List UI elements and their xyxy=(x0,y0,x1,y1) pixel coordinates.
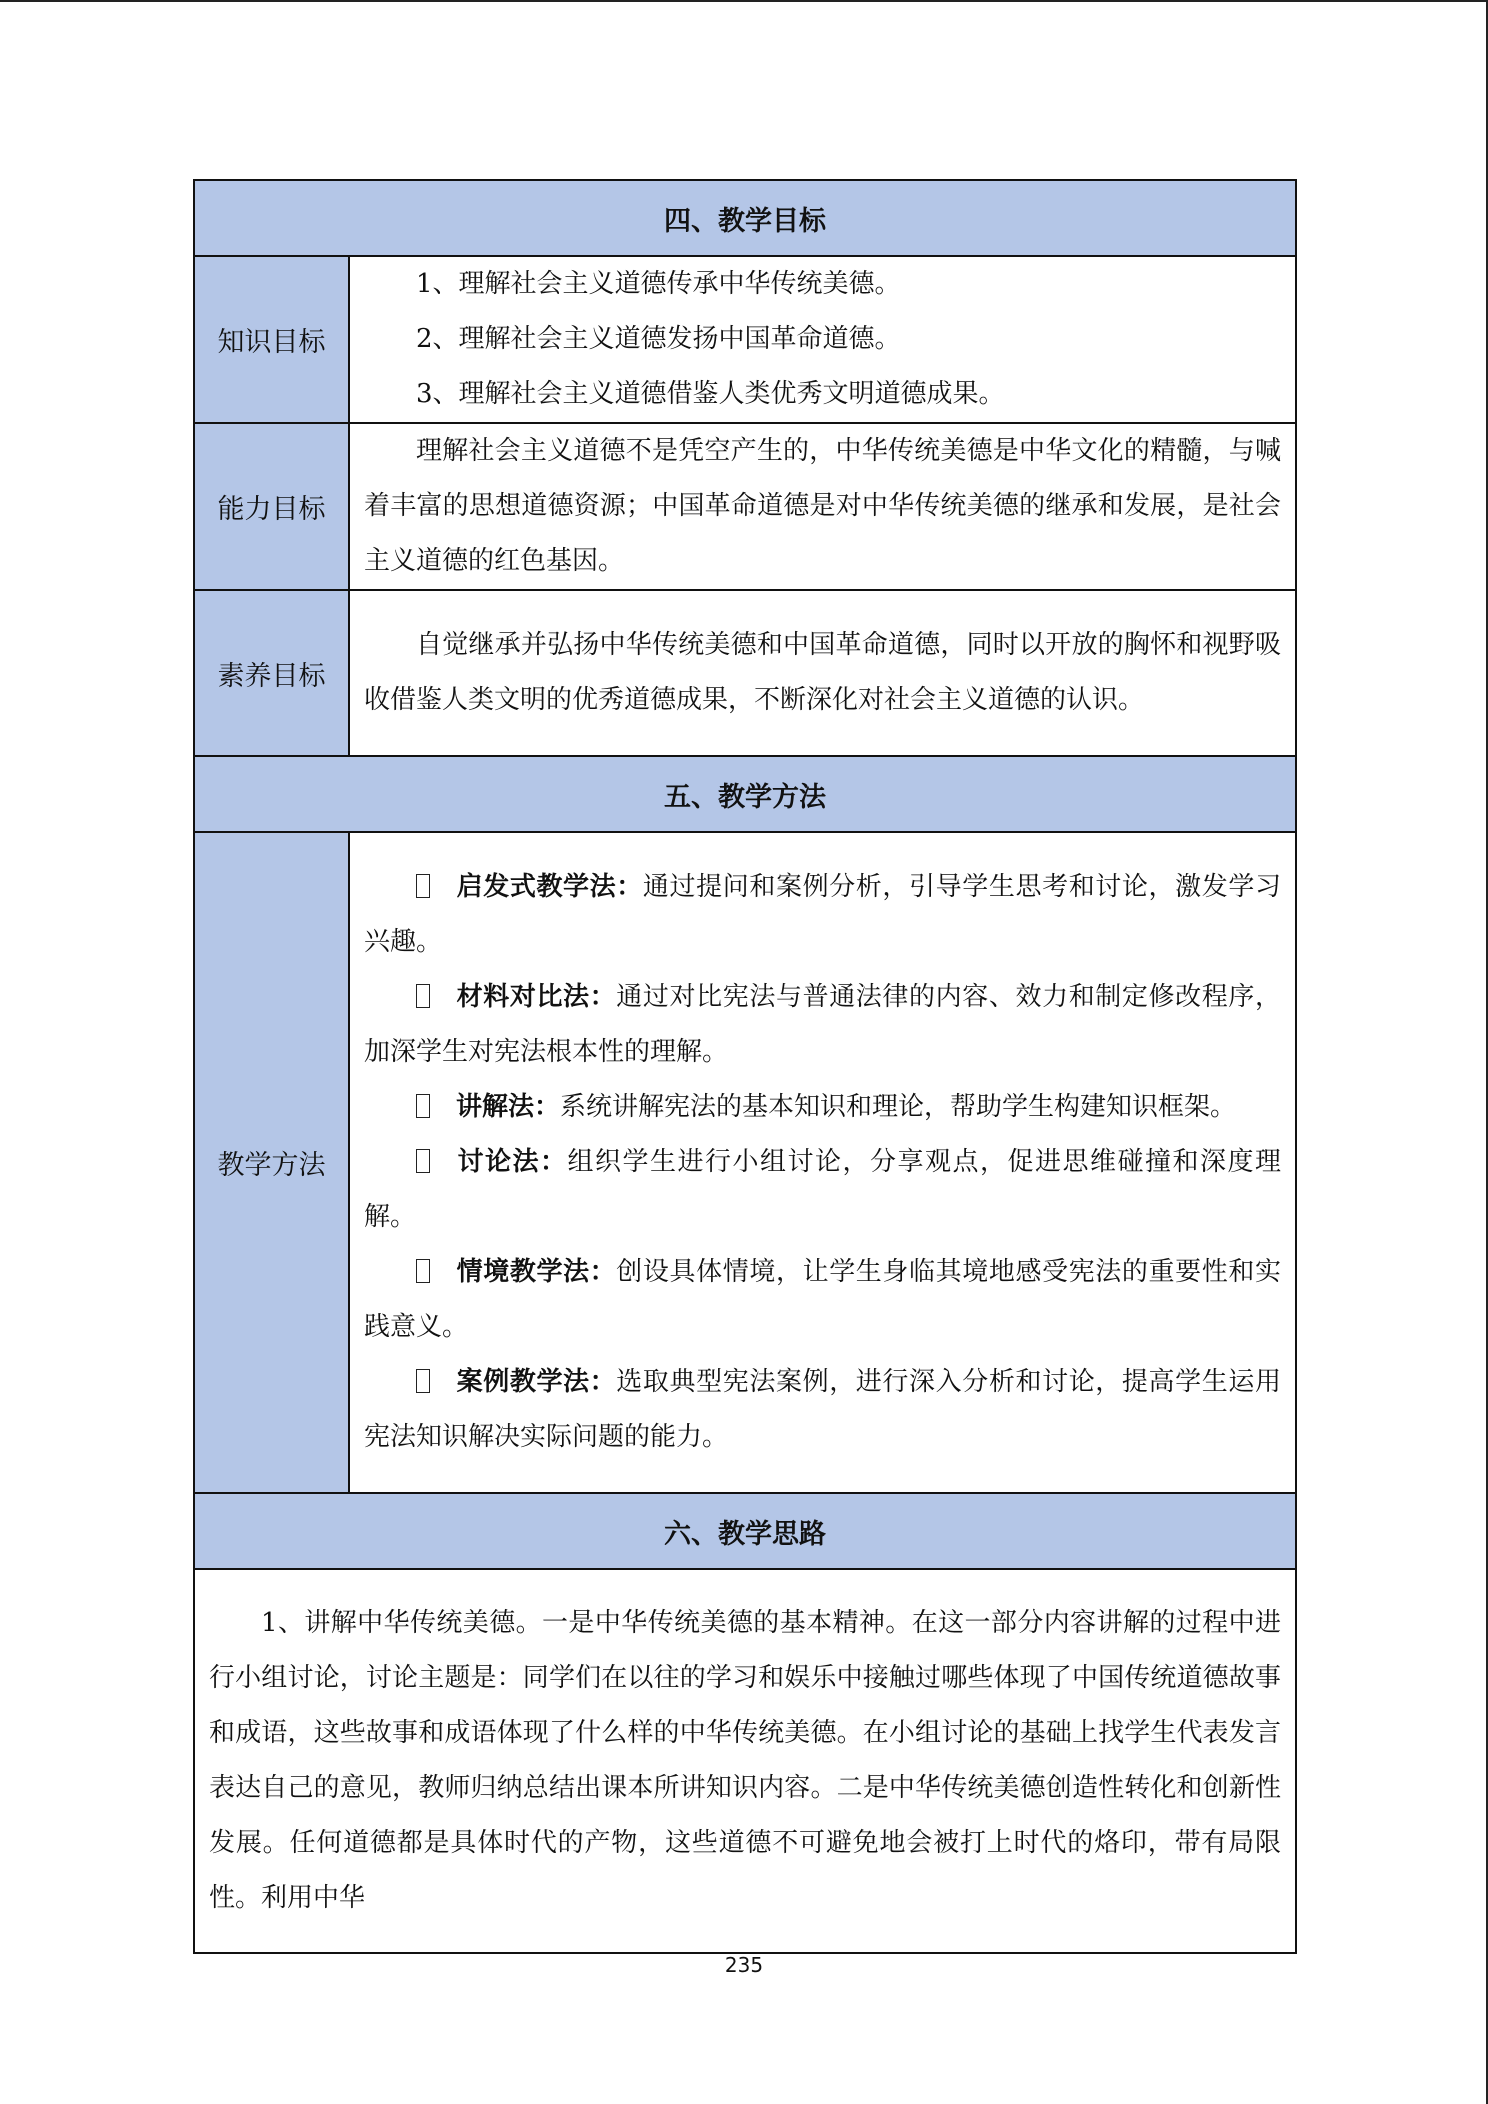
approach-row xyxy=(194,1569,1296,1953)
approach-section-title: 六、教学思路 xyxy=(194,1493,1296,1569)
method-name: 讲解法： xyxy=(456,1092,561,1122)
method-item xyxy=(364,1245,1281,1355)
square-bullet-icon xyxy=(416,1369,430,1393)
approach-header-row xyxy=(194,1493,1296,1569)
method-name: 情境教学法： xyxy=(456,1257,617,1287)
method-item xyxy=(364,1355,1281,1465)
method-description: 创设具体情境，让学生身临其境地感受宪法的重要性和实践意义。 xyxy=(364,1257,1281,1342)
goals-header-row xyxy=(194,180,1296,256)
method-item xyxy=(364,860,1281,970)
literacy-goal-row xyxy=(194,590,1296,756)
ability-goal-content xyxy=(349,423,1296,590)
method-name: 启发式教学法： xyxy=(456,872,643,902)
literacy-goal-label: 素养目标 xyxy=(194,590,349,756)
approach-text: 1、讲解中华传统美德。一是中华传统美德的基本精神。在这一部分内容讲解的过程中进行小组讨论，讨论主题是：同学们在以往的学习和娱乐中接触过哪些体现了中国传统道德故事和成语，这些故事和成语体现了什么样的中华传统美德。在小组讨论的基础上找学生代表发言表达自己的意见，教师归纳总结出课本所讲知识内容。二是中华传统美德创造性转化和创新性发展。任何道德都是具体时代的产物，这些道德不可避免地会被打上时代的烙印，带有局限性。利用中华 xyxy=(209,1608,1281,1913)
methods-label: 教学方法 xyxy=(194,832,349,1493)
method-description: 组织学生进行小组讨论，分享观点，促进思维碰撞和深度理解。 xyxy=(364,1147,1281,1232)
knowledge-goal-label: 知识目标 xyxy=(194,256,349,423)
method-name: 材料对比法： xyxy=(456,982,617,1012)
page-number: 235 xyxy=(724,1953,764,1977)
ability-goal-text: 理解社会主义道德不是凭空产生的，中华传统美德是中华文化的精髓，与喊着丰富的思想道德资源；中国革命道德是对中华传统美德的继承和发展，是社会主义道德的红色基因。 xyxy=(364,436,1281,576)
ability-goal-label: 能力目标 xyxy=(194,423,349,590)
square-bullet-icon xyxy=(416,1149,430,1173)
method-description: 通过提问和案例分析，引导学生思考和讨论，激发学习兴趣。 xyxy=(364,872,1281,957)
methods-content xyxy=(349,832,1296,1493)
knowledge-goal-item: 2、理解社会主义道德发扬中国革命道德。 xyxy=(416,324,901,354)
square-bullet-icon xyxy=(416,1094,430,1118)
lesson-plan-table xyxy=(193,179,1297,1954)
method-item xyxy=(364,1135,1281,1245)
method-description: 选取典型宪法案例，进行深入分析和讨论，提高学生运用宪法知识解决实际问题的能力。 xyxy=(364,1367,1281,1452)
literacy-goal-content xyxy=(349,590,1296,756)
method-name: 案例教学法： xyxy=(456,1367,617,1397)
knowledge-goal-item: 3、理解社会主义道德借鉴人类优秀文明道德成果。 xyxy=(416,379,1005,409)
ability-goal-row xyxy=(194,423,1296,590)
approach-content xyxy=(194,1569,1296,1953)
method-description: 通过对比宪法与普通法律的内容、效力和制定修改程序，加深学生对宪法根本性的理解。 xyxy=(364,982,1281,1067)
methods-row xyxy=(194,832,1296,1493)
method-description: 系统讲解宪法的基本知识和理论，帮助学生构建知识框架。 xyxy=(560,1092,1237,1122)
knowledge-goal-content xyxy=(349,256,1296,423)
method-item xyxy=(364,970,1281,1080)
page-border-top xyxy=(0,0,1488,2)
knowledge-goal-row xyxy=(194,256,1296,423)
methods-header-row xyxy=(194,756,1296,832)
square-bullet-icon xyxy=(416,874,430,898)
square-bullet-icon xyxy=(416,1259,430,1283)
square-bullet-icon xyxy=(416,984,430,1008)
method-item xyxy=(364,1080,1281,1135)
knowledge-goal-item: 1、理解社会主义道德传承中华传统美德。 xyxy=(416,269,901,299)
literacy-goal-text: 自觉继承并弘扬中华传统美德和中国革命道德，同时以开放的胸怀和视野吸收借鉴人类文明的优秀道德成果，不断深化对社会主义道德的认识。 xyxy=(364,630,1281,715)
goals-section-title: 四、教学目标 xyxy=(194,180,1296,256)
methods-section-title: 五、教学方法 xyxy=(194,756,1296,832)
method-name: 讨论法： xyxy=(456,1147,568,1177)
